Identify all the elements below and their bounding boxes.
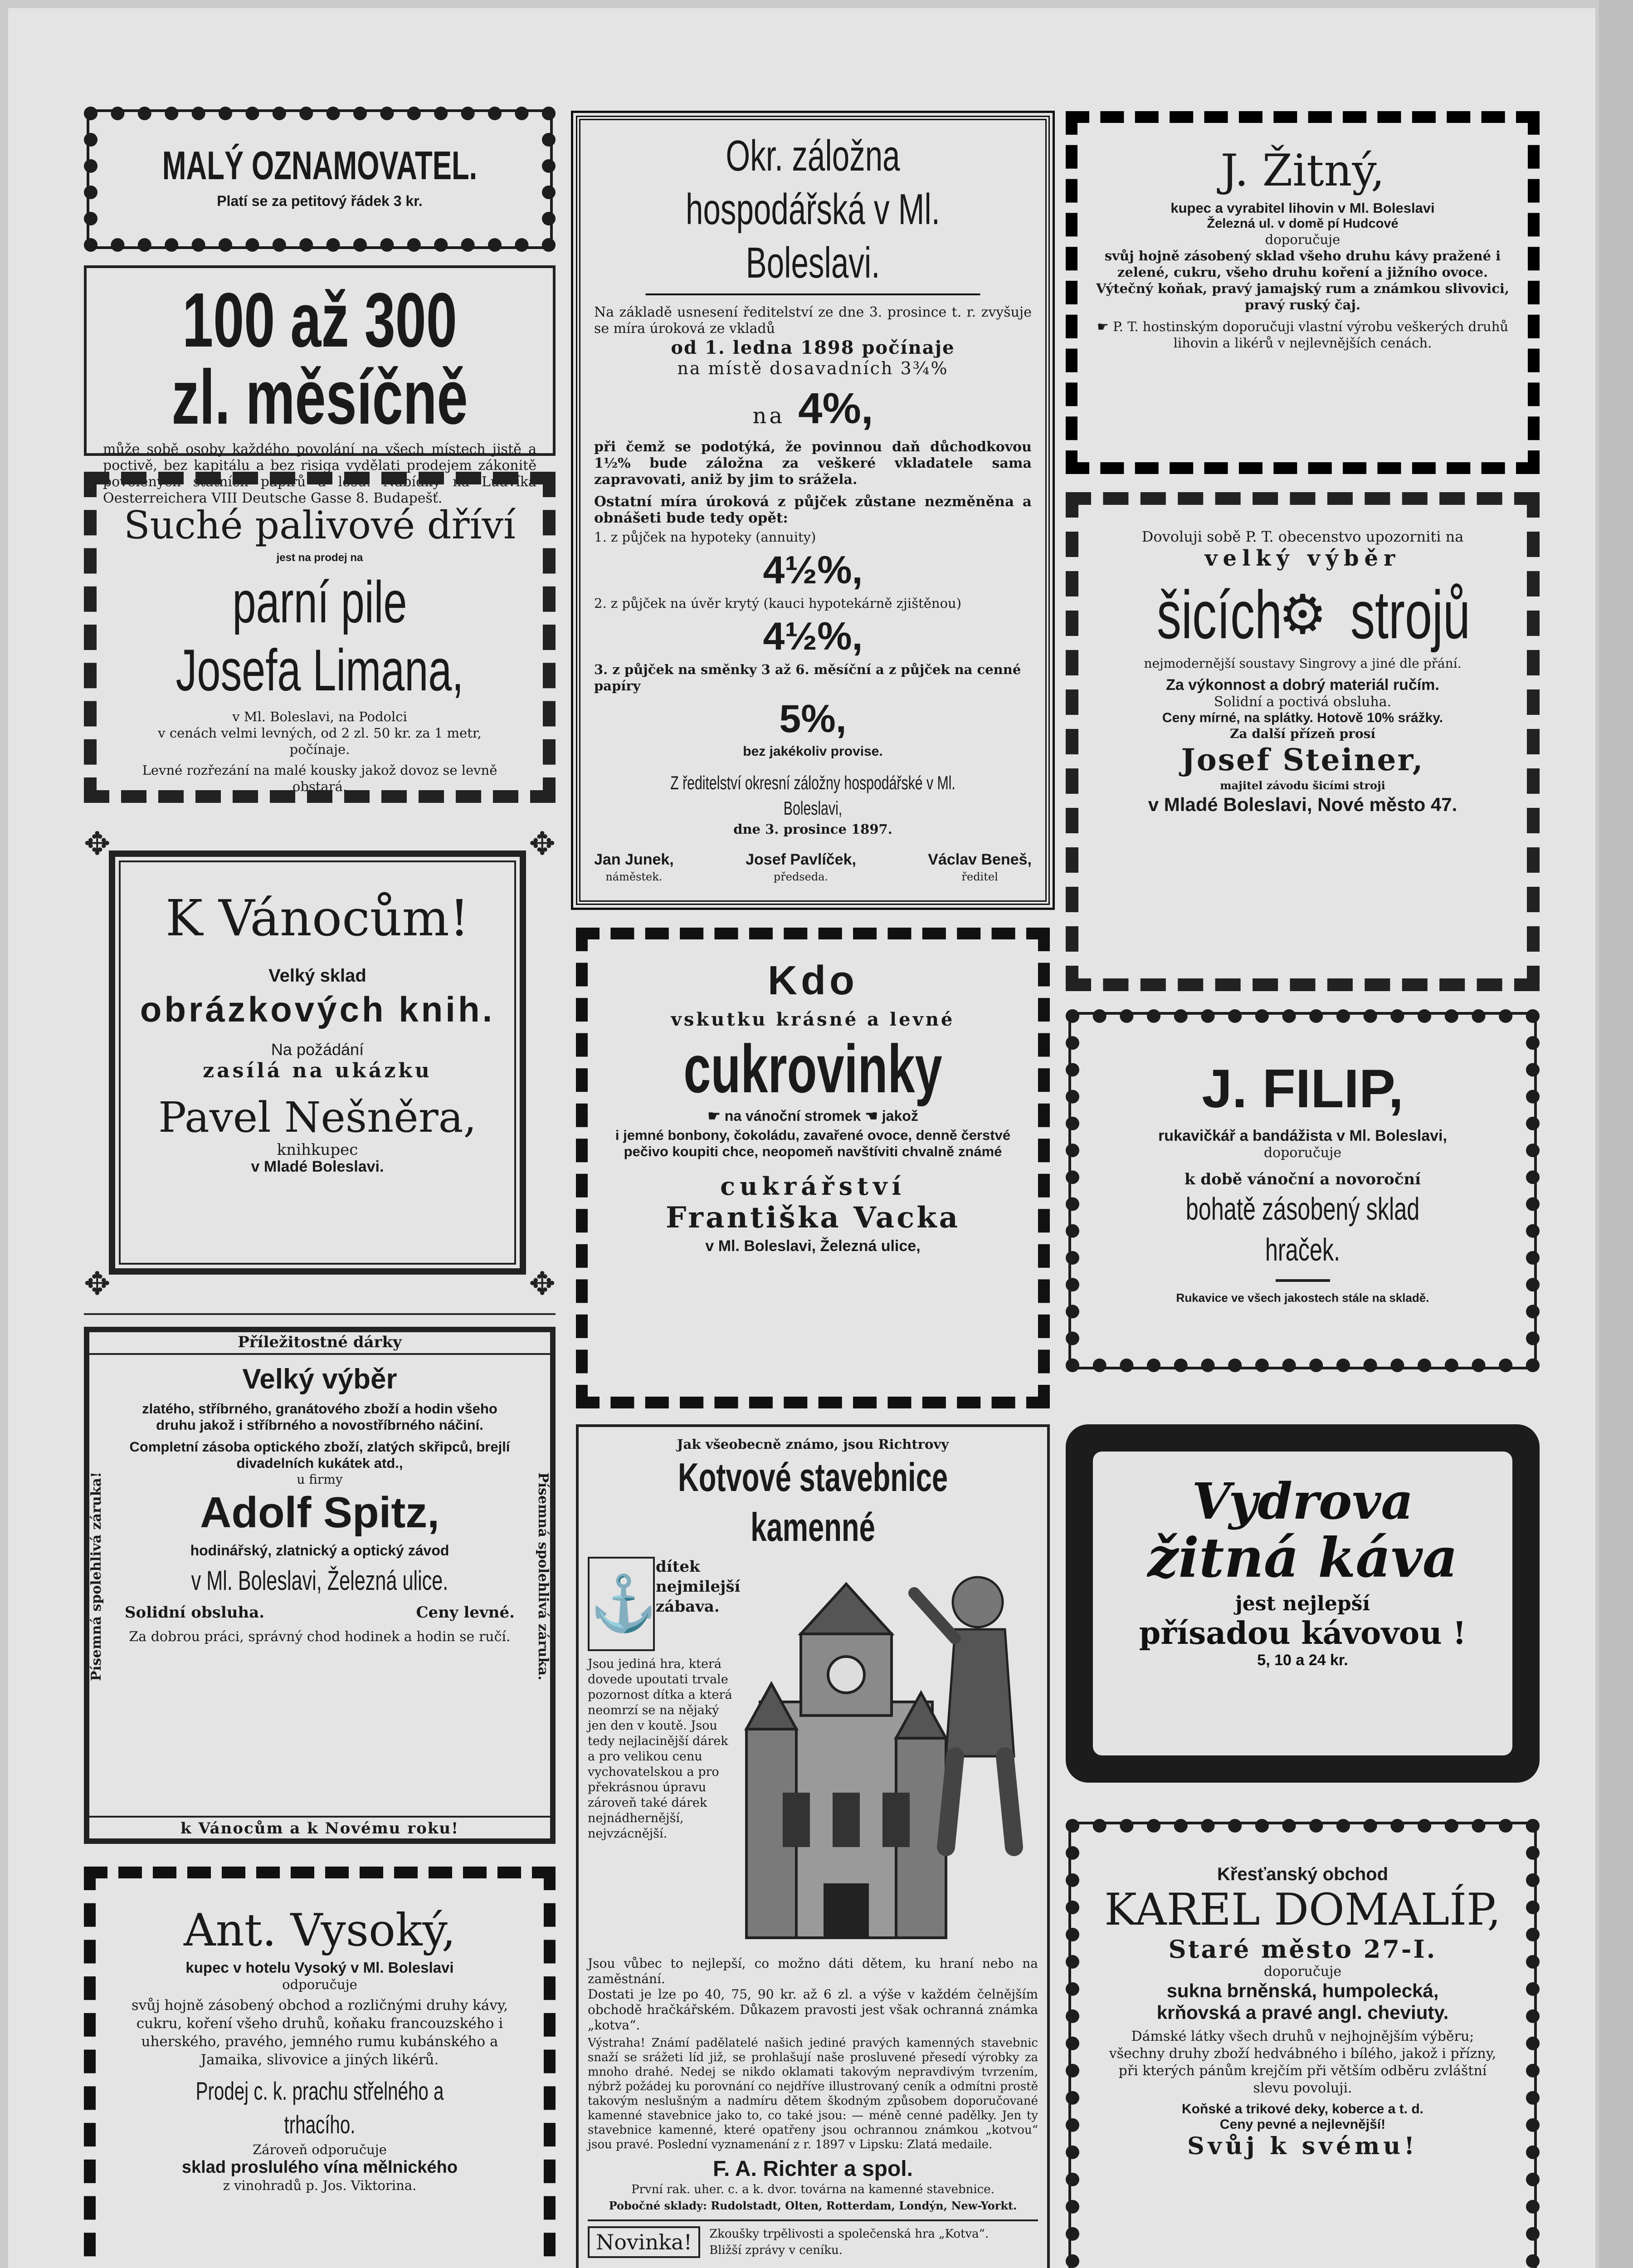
ad-line: Jak všeobecně známo, jsou Richtrovy [677, 1437, 949, 1452]
ad-title: J. FILIP, [1202, 1058, 1404, 1119]
ad-novinka-label: Novinka! [588, 2226, 700, 2258]
ad-service: Solidní obsluha. [125, 1603, 265, 1622]
ornament-corner-icon: ✥ [84, 1265, 111, 1302]
ad-line: velký výběr [1204, 546, 1401, 571]
ad-loan-line: 3. z půjček na směnky 3 až 6. měsíční a z půjček na cenné papíry [594, 662, 1021, 694]
ad-rate: 5%, [779, 697, 847, 741]
ad-depots: Pobočné sklady: Rudolstadt, Olten, Rotterdam, Londýn, New-Yorkt. [609, 2199, 1017, 2212]
ad-product-row [1097, 574, 1509, 655]
ad-line: z vinohradů p. Jos. Viktorina. [223, 2178, 417, 2193]
ad-title: žitná káva [1147, 1526, 1458, 1590]
ad-palivove-drivi [84, 472, 556, 803]
column-divider [84, 1313, 556, 1315]
ad-title: Velký výběr [242, 1364, 397, 1395]
ad-line: zasílá na ukázku [203, 1059, 432, 1082]
ad-highlight: Prodej c. k. prachu střelného a trhacího. [195, 2077, 444, 2139]
ad-rate: 4½%, [763, 615, 863, 658]
ad-wine: sklad proslulého vína mělnického [181, 2158, 458, 2177]
signatory-title: ředitel [961, 870, 998, 883]
ad-line [606, 1107, 1020, 1124]
ad-panel [1093, 1452, 1512, 1755]
ad-loan-line: 2. z půjček na úvěr krytý (kauci hypotekárně zjištěnou) [594, 596, 962, 611]
ad-price: 5, 10 a 24 kr. [1257, 1652, 1348, 1669]
ad-warning: Výstraha! Známí padělatelé našich jediné pravých kamenných stavebnic snaží se srážeti líd již, se prohlašují naše prosluvené přesedí výrobky za mnoho drahé. Nedej se nikdo oklamati takovým nepravdivým tvrzením, nýbrž požádej ku porovnání co nejdříve illustrovaný ceník a odmítni prostě takovým neslušným a nadmíru dětem škodným způsobem doporučované kamenné stavebnice jako to, co také jsou: — méně cenné padělky. Jen ty stavebnice kamenné, které opatřeny jsou ochrannou známkou „kotvou“ jsou pravé. Poslední vyznamenání z r. 1897 v Lipsku: Zlatá medaile. [588, 2036, 1038, 2151]
signatory [594, 851, 674, 885]
signatory-title: předseda. [773, 870, 829, 883]
ad-maly-oznamovatel [84, 107, 556, 252]
ad-k-vanocum [84, 825, 556, 1302]
ad-line: od 1. ledna 1898 počínaje [671, 337, 955, 358]
ad-text: i jemné bonbony, čokoládu, zavařené ovoce, denně čerstvé pečivo koupiti chce, neopomeň navštíviti chvalně známé [615, 1127, 1011, 1159]
ad-bottom-banner: k Vánocům a k Novému roku! [84, 1816, 556, 1838]
anchor-icon: ⚓ [588, 1557, 655, 1651]
ad-rate: 4%, [798, 384, 873, 433]
ad-text: Jsou vůbec to nejlepší, co možno dáti dětem, ku hraní nebo na zaměstnání. [588, 1956, 1038, 1986]
ad-place: v Ml. Boleslavi, Železná ulice. [191, 1565, 448, 1596]
ad-text: svůj hojně zásobený obchod a rozličnými druhy kávy, cukru, koření všeho druhů, koňaku francouzského i uherského, pravého, jemného rumu kubánského a Jamaika, slivovice a jiných likérů. [131, 1997, 508, 2068]
ad-rate: 4½%, [763, 548, 863, 592]
ad-novinka-row [588, 2219, 1038, 2258]
ad-line: doporučuje [1263, 1964, 1342, 1980]
ad-text: Dámské látky všech druhů v nejhojnějším výběru; všechny druhy zboží hedvábného i bílého, jakož i přízny, při kterých pánům krejčím při větším odběru zvláštní slevu povoluji. [1109, 2028, 1497, 2096]
ad-line: doporučuje [1263, 1145, 1342, 1161]
ad-line: odporučuje [282, 1977, 357, 1992]
ad-line: Za výkonnost a dobrý materiál ručím. [1166, 676, 1439, 694]
ad-title: Okr. záložna hospodářská v Ml. Boleslavi. [646, 129, 980, 295]
ad-shop: cukrářství [720, 1172, 906, 1201]
ad-frantisek-vacek [576, 928, 1050, 1408]
ad-title: MALÝ OZNAMOVATEL. [162, 143, 478, 188]
ad-line-text: na vánoční stromek [724, 1108, 861, 1124]
ad-title: J. Žitný, [1220, 145, 1385, 196]
ad-line: nejmodernější soustavy Singrovy a jiné dle přání. [1144, 656, 1462, 671]
ad-firm-name: parní pile Josefa Limana, [175, 569, 464, 703]
ad-novinka-text [709, 2226, 989, 2258]
ad-text: může sobě osoby každého povolání na všech místech jistě a poctivě, bez kapitálu a bez risiga vydělati prodejem zákonitě povolených státních papírů a losů. Nabídky na Ludvíka Oesterreichera VIII Deutsche Gasse 8. Budapešť. [103, 441, 536, 506]
signatory-name: Václav Beneš, [928, 851, 1032, 868]
ad-price: v cenách velmi levných, od 2 zl. 50 kr. za 1 metr, počínaje. [158, 725, 482, 757]
ad-signature: Z ředitelství okresní záložny hospodářské v Ml. Boleslavi, [670, 772, 955, 819]
ad-top-banner: Příležitostné dárky [84, 1333, 556, 1355]
ad-loan-line: 1. z půjček na hypoteky (annuity) [594, 529, 816, 545]
signatory [746, 851, 856, 885]
ad-line: Za další přízeň prosí [1229, 726, 1376, 741]
pointing-hand-icon: ☛ [707, 1108, 721, 1124]
ad-place: v Ml. Boleslavi, na Podolci [232, 709, 407, 724]
ad-line: Ceny mírné, na splátky. Hotově 10% srážky. [1162, 710, 1443, 725]
ad-line: krňovská a pravé angl. cheviuty. [1156, 2002, 1449, 2023]
ad-line: Rukavice ve všech jakostech stále na skladě. [1176, 1291, 1429, 1305]
ad-line: přísadou kávovou ! [1139, 1615, 1467, 1652]
ad-line: Solidní a poctivá obsluha. [1214, 694, 1392, 710]
ad-title: KAREL DOMALÍP, [1104, 1884, 1501, 1935]
signatory-name: Jan Junek, [594, 851, 674, 868]
ad-josef-steiner [1066, 492, 1540, 991]
ad-vydrova-kava [1066, 1424, 1540, 1783]
ad-line: na místě dosavadních 3¾% [677, 358, 949, 378]
ad-text: svůj hojně zásobený sklad všeho druhu kávy pražené i zelené, cukru, všeho druhu koření a jižního ovoce. Výtečný koňak, pravý jamajský rum a známkou slivovici, pravý ruský čaj. [1096, 248, 1509, 313]
ad-subtitle: Železná ul. v domě pí Hudcové [1207, 216, 1399, 231]
ad-firm-name: F. A. Richter a spol. [713, 2157, 913, 2181]
ad-factory: První rak. uher. c. a k. dvor. továrna na kamenné stavebnice. [631, 2183, 994, 2196]
ad-line: majitel závodu šicími stroji [1220, 779, 1385, 792]
ornament-corner-icon: ✥ [84, 825, 111, 862]
ad-subtitle: Platí se za petitový řádek 3 kr. [217, 193, 423, 209]
ad-karel-domalip [1066, 1819, 1540, 2268]
ad-j-zitny [1066, 111, 1540, 474]
ad-row [125, 1603, 515, 1622]
ad-prices: Ceny levné. [416, 1603, 515, 1622]
ad-title: Vydrova [1192, 1472, 1414, 1530]
ad-slogan: Svůj k svému! [1187, 2132, 1418, 2160]
ad-title: Suché palivové dříví [124, 503, 516, 547]
ad-role: knihkupec [277, 1141, 358, 1159]
ad-bookseller-name: Pavel Nešněra, [158, 1093, 477, 1142]
ad-side-text: Písemná spolehlivá záruka. [535, 1472, 551, 1681]
boy-building-blocks-illustration [742, 1566, 1032, 1947]
ad-rate-row [594, 384, 1032, 434]
ad-j-filip [1066, 1009, 1540, 1372]
ad-line: obrázkových knih. [140, 989, 495, 1029]
ad-top-line: Křesťanský obchod [1217, 1864, 1389, 1884]
ad-adolf-spitz [84, 1327, 556, 1844]
ad-date: dne 3. prosince 1897. [733, 821, 892, 837]
ad-penize [84, 265, 556, 506]
ad-text: Completní zásoba optického zboží, zlatých skřipců, brejlí divadelních kukátek atd., [129, 1439, 510, 1471]
ad-line: sukna brněnská, humpolecká, [1166, 1980, 1439, 2001]
page-binding-edge [1599, 0, 1633, 2268]
ad-line: Koňské a trikové deky, koberce a t. d. [1182, 2102, 1423, 2116]
ad-line: u firmy [297, 1472, 343, 1487]
ad-frame [109, 850, 526, 1275]
ad-place: v Mladé Boleslavi, Nové město 47. [1148, 794, 1458, 815]
ad-line-text: jakož [882, 1108, 918, 1124]
ad-subtitle: kupec a vyrabitel lihovin v Ml. Boleslavi [1170, 200, 1435, 216]
ad-product-word: šicích [1156, 577, 1282, 653]
ad-text: Ostatní míra úroková z půjček zůstane nezměněna a obnášeti bude tedy opět: [594, 494, 1032, 526]
ad-line: vskutku krásné a levné [671, 1009, 955, 1030]
ad-title: Ant. Vysoký, [184, 1905, 456, 1956]
pointing-hand-icon: ☛ [1097, 319, 1113, 334]
ad-address: Staré město 27-I. [1168, 1935, 1437, 1964]
ad-text: Jsou jediná hra, která dovede upoutati trvale pozornost dítka a která neomrzí se na nějaký jen den v koutě. Jsou tedy nejlacinější dárek a pro velikou cenu vychovatelskou a pro překrásnou úpravu zároveň také dárek nejnádhernější, nejvzácnější. [588, 1657, 732, 1841]
ad-body [125, 1363, 515, 1645]
ad-note: Za dobrou práci, správný chod hodinek a hodin se ručí. [129, 1629, 511, 1645]
ad-side-text: Písemná spolehlivá záruka! [88, 1471, 104, 1681]
signatory-title: náměstek. [605, 870, 663, 883]
ad-line: doporučuje [1265, 232, 1341, 247]
ad-line: Ceny pevné a nejlevnější! [1219, 2117, 1386, 2132]
ad-product-word: strojů [1350, 577, 1471, 653]
pointing-hand-icon: ☚ [865, 1108, 878, 1124]
ad-line: Zároveň odporučuje [253, 2142, 387, 2157]
ad-note: Levné rozřezání na malé kousky jakož dovoz se levně obstará. [142, 763, 497, 794]
ad-line: bez jakékoliv provise. [743, 744, 883, 759]
ad-ant-vysoky [84, 1867, 556, 2268]
ad-text: Na základě usnesení ředitelství ze dne 3. prosince t. r. zvyšuje se míra úroková ze vkladů [594, 304, 1032, 337]
sewing-machine-icon: ⚙ [1278, 583, 1327, 646]
ad-note [1096, 318, 1510, 351]
ad-divider [1276, 1279, 1330, 1282]
ad-title: Kdo [768, 958, 858, 1003]
ad-subtitle: jest na prodej na [276, 552, 363, 564]
ad-firm-name: Josef Steiner, [1181, 742, 1424, 777]
ad-line: k době vánoční a novoroční [1184, 1170, 1421, 1188]
ad-place: v Ml. Boleslavi, Železná ulice, [705, 1237, 921, 1255]
ad-highlight: bohatě zásobený sklad hraček. [1185, 1191, 1420, 1267]
ad-firm-name: Františka Vacka [665, 1201, 960, 1235]
ad-title: K Vánocům! [165, 889, 470, 947]
ad-line: na [752, 403, 785, 429]
ad-firm-name: Adolf Spitz, [200, 1488, 439, 1537]
ad-text: Dovoluji sobě P. T. obecenstvo upozorniti na [1141, 528, 1464, 545]
ornament-corner-icon: ✥ [529, 825, 556, 862]
ad-note-text: P. T. hostinským doporučuji vlastní výrobu veškerých druhů lihovin a likérů v nejlevnějších cenách. [1113, 319, 1509, 351]
ornament-corner-icon: ✥ [529, 1265, 556, 1302]
ad-illustration-area [588, 1557, 1038, 1956]
ad-subtitle: rukavičkář a bandážista v Ml. Boleslavi, [1158, 1127, 1447, 1144]
ad-title: 100 až 300 zl. měsíčně [171, 277, 468, 440]
ad-product: cukrovinky [683, 1031, 942, 1107]
ad-okresni-zalozna [576, 116, 1050, 905]
ad-heading: dítek nejmilejší zábava. [656, 1558, 741, 1616]
ad-novinka-desc: Zkoušky trpělivosti a společenská hra „Kotva“. [709, 2227, 989, 2241]
ad-line: Na požádání [271, 1040, 364, 1059]
ad-line: Velký sklad [268, 966, 366, 986]
ad-signatories [594, 851, 1032, 885]
ad-text: Dostati je lze po 40, 75, 90 kr. až 6 zl. a výše v každém čelnějším obchodě hračkářském. Důkazem pravosti jest však ochranná známka „kotva“. [588, 1987, 1038, 2033]
ad-line: jest nejlepší [1235, 1592, 1370, 1615]
signatory-name: Josef Pavlíček, [746, 851, 856, 868]
ad-trade: hodinářský, zlatnický a optický závod [190, 1542, 449, 1559]
ad-novinka-more: Bližší zprávy v ceníku. [709, 2244, 843, 2257]
ad-subtitle: kupec v hotelu Vysoký v Ml. Boleslavi [185, 1959, 454, 1976]
ad-text: při čemž se podotýká, že povinnou daň důchodkovou 1½% bude záložna za veškeré vkladatele sama zapravovati, aniž by jim to srážela. [594, 439, 1032, 488]
ad-title: Kotvové stavebnice kamenné [678, 1455, 948, 1549]
ad-richter-stavebnice [576, 1424, 1050, 2268]
ad-text: zlatého, stříbrného, granátového zboží a hodin všeho druhu jakož i stříbrného a novostříbrného náčiní. [142, 1401, 497, 1433]
signatory [928, 851, 1032, 885]
ad-place: v Mladé Boleslavi. [251, 1158, 384, 1175]
